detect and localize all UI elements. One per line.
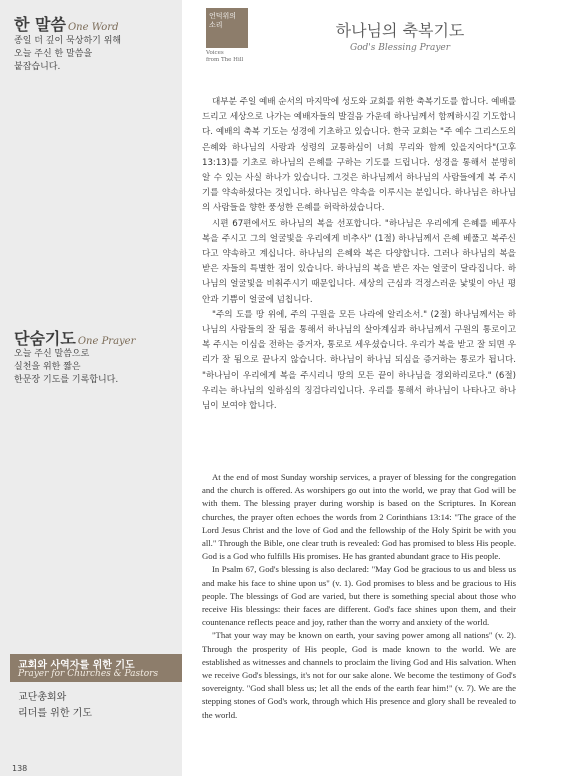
band-subtitle-line: 리더를 위한 기도 [18, 708, 92, 719]
korean-paragraph: 시편 67편에서도 하나님의 복을 선포합니다. "하나님은 우리에게 은혜를 베푸사 복을 주시고 그의 얼굴빛을 우리에게 비추사" (1절) 하나님께서 은혜 베풀고 복주신다고 약속하고 계십니다. 하나님의 은혜와 복은 다양합니다. 그러나 하나님의 복을 받은 자들의 특별한 점이 있습니다. 하나님의 복을 받은 자는 얼굴이 달라집니다. 하나님의 얼굴빛을 비춰주시기 때문입니다. 세상의 근심과 걱정스러운 낯빛이 아닌 평안과 기쁨이 얼굴에 넘칩니다. [202, 218, 516, 305]
voices-badge [206, 8, 248, 48]
one-word-heading [14, 12, 119, 35]
one-word-line: 오늘 주신 한 말씀을 [14, 49, 93, 59]
badge-line: 소리 [209, 21, 223, 29]
sidebar [0, 0, 182, 776]
one-prayer-line: 오늘 주신 말씀으로 [14, 349, 90, 359]
page-title-ko: 하나님의 축복기도 [335, 21, 465, 40]
badge-caption-line: Voices [206, 50, 224, 56]
page-title-en: God's Blessing Prayer [349, 43, 451, 53]
band-subtitle [18, 690, 92, 722]
one-word-line: 붙잡습니다. [14, 62, 61, 72]
badge-line: 언덕위의 [209, 12, 237, 20]
korean-paragraph: "주의 도를 땅 위에, 주의 구원을 모든 나라에 알리소서." (2절) 하나님께서는 하나님의 사람들의 잘 됨을 통해서 하나님의 살아계심과 하나님께서 구원의 통로이고 복 주시는 이심을 전하는 증거자, 통로로 세우셨습니다. 우리가 복을 받고 잘 되면 우리가 잘 됨으로 끝나지 않습니다. 하나님이 하나님 되심을 증거하는 통로가 됩니다. "하나님이 우리에게 복을 주시리니 땅의 모든 끝이 하나님을 경외하리로다." (6절) 우리는 하나님의 일하심의 징검다리입니다. 우리를 통해서 하나님이 나타나고 하나님이 보여야 합니다. [202, 309, 516, 412]
one-prayer-title-ko: 단숨기도 [14, 329, 76, 348]
english-paragraph: At the end of most Sunday worship services, a prayer of blessing for the congregation and the church is offered. As worshipers go out into the world, we pray that God will be with them. The blessing prayer during worship is based on the Scriptures. In Korean churches, the prayer often echoes the words from 2 Corinthians 13:14: "The grace of the Lord Jesus Christ and the love of God and the fellowship of the Holy Spirit be with you all." Through the Bible, one clear truth is revealed: God has promised to bless His people. God is a God who fulfills His promises. He has granted abundant grace to His people. [202, 472, 516, 562]
one-prayer-title-en: One Prayer [77, 336, 136, 347]
one-word-line: 종일 더 깊이 묵상하기 위해 [14, 36, 122, 46]
one-prayer-heading [14, 326, 135, 349]
korean-paragraph: 대부분 주일 예배 순서의 마지막에 성도와 교회를 위한 축복기도를 합니다. 예배를 드리고 세상으로 나가는 예배자들의 발걸음 가운데 하나님께서 함께하시길 기도합니다. 예배의 축복 기도는 성경에 기초하고 있습니다. 한국 교회는 "주 예수 그리스도의 은혜와 하나님의 사랑과 성령의 교통하심이 너희 무리와 함께 있을지어다"(고후 13:13)를 기초로 하나님의 은혜를 구하는 기도를 드립니다. 성경을 통해서 분명히 알 수 있는 사실 하나가 있습니다. 그것은 하나님께서 하나님의 사람들에게 복 주시기를 약속하셨다는 것입니다. 하나님은 약속을 이루시는 분입니다. 하나님은 하나님의 사람들을 향한 풍성한 은혜를 허락하셨습니다. [202, 97, 517, 214]
one-prayer-line: 한문장 기도를 기록합니다. [14, 375, 119, 385]
english-paragraph: "That your way may be known on earth, your saving power among all nations" (v. 2). Through the prosperity of His people, God is made known to the world. We are established as witnesses and channels to proclaim the living God and His salvation. When we receive God's blessings, it's not for our sake alone. We become the testimony of God's sovereignty. "God shall bless us; let all the ends of the earth fear him!" (v. 7). We are the stepping stones of God's work, through which His presence and glory shall be revealed to the world. [202, 630, 516, 720]
one-word-description [14, 35, 121, 74]
english-body [202, 471, 516, 722]
band-subtitle-line: 교단총회와 [18, 692, 67, 703]
voices-badge-caption [206, 50, 243, 64]
one-prayer-description [14, 348, 118, 387]
band-title-ko: 교회와 사역자를 위한 기도 [18, 660, 135, 671]
korean-body [202, 95, 516, 414]
one-prayer-line: 실천을 위한 짧은 [14, 362, 81, 372]
one-word-title-en: One Word [67, 22, 119, 33]
one-word-title-ko: 한 말씀 [14, 15, 66, 34]
badge-caption-line: from The Hill [206, 57, 244, 63]
english-paragraph: In Psalm 67, God's blessing is also declared: "May God be gracious to us and bless us and make his face to shine upon us" (v. 1). God promises to bless and be gracious to His people. The blessings of God are varied, but there is something special about those who receive His blessings: their faces are different. God's face shines upon them, and their countenance reflects peace and joy, rather than the worry and anxiety of the world. [202, 564, 516, 628]
band-title-en: Prayer for Churches & Pastors [18, 669, 159, 679]
page-number: 138 [12, 764, 28, 773]
prayer-for-churches-band [10, 654, 182, 682]
